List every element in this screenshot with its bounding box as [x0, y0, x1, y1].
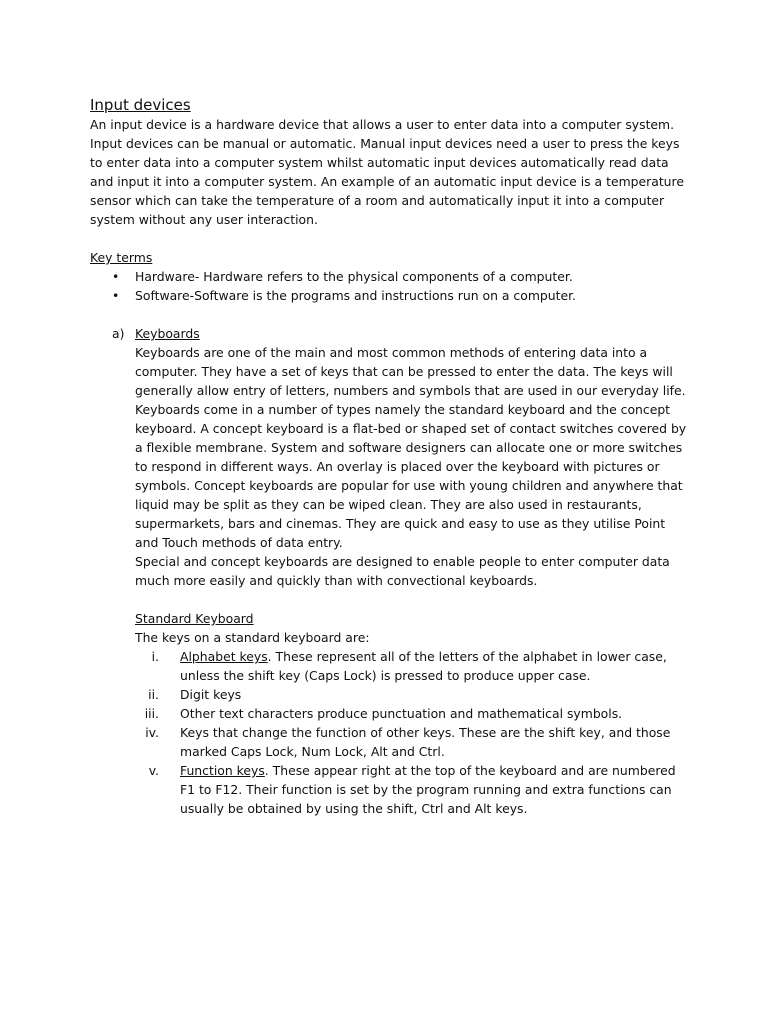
section-marker: a) [112, 326, 125, 341]
item-text: . These appear right at the top of the keyboard and are numbered F1 to F12. Their function is set by the program running and extra functions can usually be obtained by using the shift, Ctrl and Alt keys. [180, 763, 676, 816]
list-item [135, 723, 688, 761]
standard-keyboard-heading [135, 609, 688, 628]
keyboards-heading [135, 324, 688, 343]
standard-keyboard-lead: The keys on a standard keyboard are: [135, 630, 370, 645]
keyboards-paragraph-1: Keyboards are one of the main and most common methods of entering data into a computer. They have a set of keys that can be pressed to enter the data. The keys will generally allow entry of letters, numbers and symbols that are used in our everyday life. Keyboards come in a number of types namely the standard keyboard and the concept keyboard. A concept keyboard is a flat-bed or shaped set of contact switches covered by a flexible membrane. System and software designers can allocate one or more switches to respond in different ways. An overlay is placed over the keyboard with pictures or symbols. Concept keyboards are popular for use with young children and anywhere that liquid may be split as they can be wiped clean. They are also used in restaurants, supermarkets, bars and cinemas. They are quick and easy to use as they utilise Point and Touch methods of data entry. [135, 345, 687, 550]
spacer [90, 305, 688, 324]
list-number: v. [148, 763, 159, 778]
document-title: Input devices [90, 96, 191, 114]
key-terms-heading [90, 248, 688, 267]
item-text: Digit keys [180, 687, 242, 702]
item-text: Other text characters produce punctuation and mathematical symbols. [180, 706, 623, 721]
key-terms-heading-text: Key terms [90, 250, 153, 265]
keyboards-paragraph-2: Special and concept keyboards are designed to enable people to enter computer data much more easily and quickly than with convectional keyboards. [135, 554, 670, 588]
bullet-icon: • [112, 288, 120, 303]
list-item [135, 704, 688, 723]
list-item [135, 647, 688, 685]
standard-keyboard-heading-text: Standard Keyboard [135, 611, 254, 626]
list-number: i. [151, 649, 159, 664]
list-number: iv. [145, 725, 159, 740]
item-text: Keys that change the function of other keys. These are the shift key, and those marked Caps Lock, Num Lock, Alt and Ctrl. [180, 725, 671, 759]
spacer [90, 229, 688, 248]
keyboards-section [90, 324, 688, 818]
list-number: iii. [144, 706, 159, 721]
key-terms-list [90, 267, 688, 305]
key-term-text: Hardware- Hardware refers to the physical components of a computer. [135, 269, 573, 284]
list-item [135, 685, 688, 704]
item-label: Alphabet keys [180, 649, 268, 664]
item-text: . These represent all of the letters of the alphabet in lower case, unless the shift key (Caps Lock) is pressed to produce upper case. [180, 649, 667, 683]
list-number: ii. [148, 687, 159, 702]
intro-paragraph: An input device is a hardware device that allows a user to enter data into a computer system. Input devices can be manual or automatic. Manual input devices need a user to press the keys to enter data into a computer system whilst automatic input devices automatically read data and input it into a computer system. An example of an automatic input device is a temperature sensor which can take the temperature of a room and automatically input it into a computer system without any user interaction. [90, 117, 684, 227]
bullet-icon: • [112, 269, 120, 284]
spacer [135, 590, 688, 609]
list-item [135, 761, 688, 818]
standard-keys-list [135, 647, 688, 818]
keyboards-heading-text: Keyboards [135, 326, 200, 341]
list-item [90, 267, 688, 286]
key-term-text: Software-Software is the programs and instructions run on a computer. [135, 288, 576, 303]
list-item [90, 286, 688, 305]
item-label: Function keys [180, 763, 265, 778]
